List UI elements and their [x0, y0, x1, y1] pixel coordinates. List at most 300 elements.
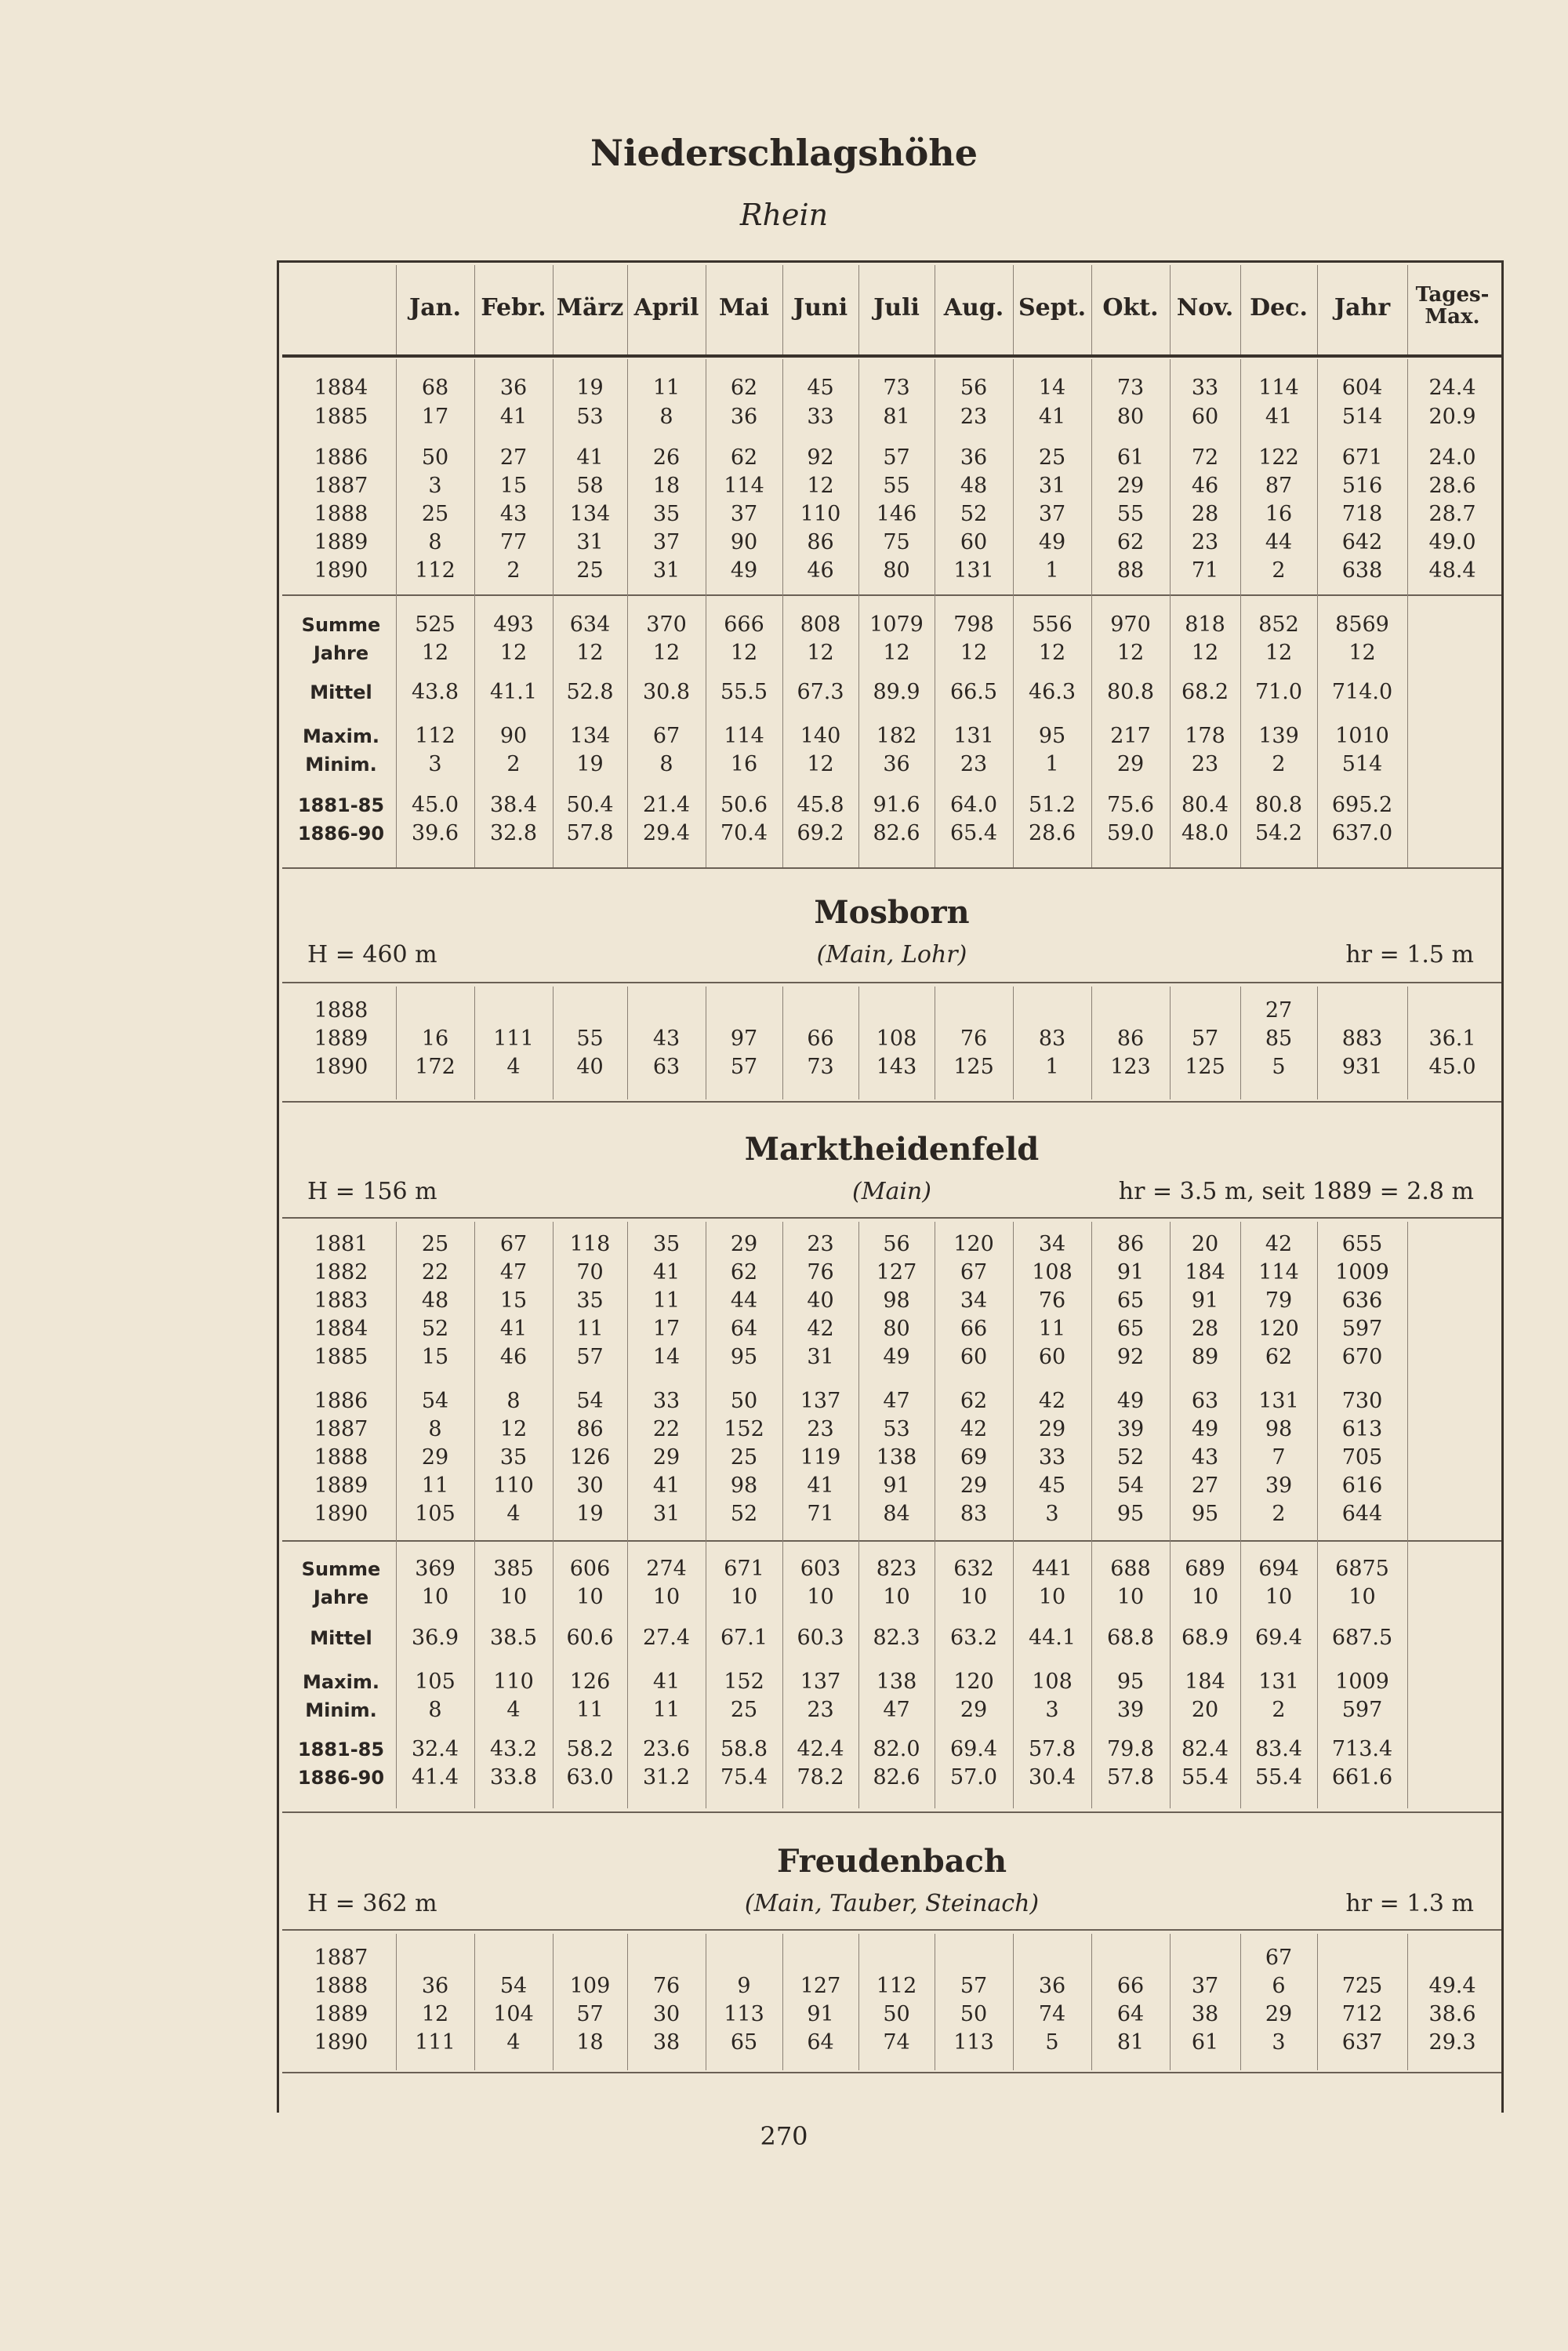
table-cell: 370 [646, 612, 687, 637]
column-divider [1407, 1222, 1408, 1808]
table-cell: 597 [1341, 1698, 1383, 1722]
table-cell: 33 [1191, 376, 1219, 400]
table-cell: 138 [876, 1445, 917, 1470]
table-cell: 82.6 [873, 821, 920, 845]
table-cell: 718 [1341, 502, 1383, 526]
table-cell: 57.8 [1028, 1737, 1076, 1761]
table-cell: 66 [807, 1027, 834, 1051]
table-cell: 638 [1341, 558, 1383, 583]
table-cell: 49 [1191, 1417, 1219, 1441]
table-cell: 56 [883, 1232, 910, 1256]
table-cell: 21.4 [642, 793, 691, 817]
table-cell: 49 [730, 558, 758, 583]
year-label: 1889 [314, 2002, 368, 2026]
table-cell: 91 [1191, 1288, 1219, 1313]
stat-label: Summe [301, 614, 381, 636]
table-cell: 597 [1341, 1317, 1383, 1341]
table-cell: 91 [807, 2002, 834, 2026]
stat-label: 1886-90 [297, 1767, 385, 1789]
table-cell: 1009 [1335, 1260, 1389, 1285]
table-cell: 125 [953, 1055, 994, 1079]
table-cell: 28 [1191, 502, 1219, 526]
table-cell: 48.4 [1428, 558, 1476, 583]
table-cell: 62 [960, 1389, 988, 1413]
table-cell: 127 [800, 1974, 841, 1998]
table-cell: 613 [1341, 1417, 1383, 1441]
table-cell: 441 [1032, 1557, 1073, 1581]
table-cell: 68.9 [1181, 1626, 1229, 1650]
table-cell: 54 [1116, 1473, 1145, 1498]
column-header: Juni [793, 294, 848, 322]
table-cell: 10 [807, 1585, 834, 1609]
table-cell: 41 [1265, 405, 1293, 429]
station-river: (Main, Lohr) [816, 941, 967, 968]
table-cell: 47 [883, 1389, 910, 1413]
table-cell: 67.3 [797, 680, 844, 704]
table-cell: 28.6 [1028, 821, 1076, 845]
table-cell: 28.6 [1428, 474, 1476, 498]
column-divider [858, 987, 859, 1099]
table-cell: 95 [1038, 724, 1066, 748]
table-cell: 119 [800, 1445, 841, 1470]
column-header: Febr. [481, 294, 546, 322]
table-cell: 20.9 [1428, 405, 1476, 429]
table-cell: 127 [876, 1260, 917, 1285]
table-cell: 80 [883, 558, 910, 583]
table-cell: 63 [652, 1055, 681, 1079]
table-cell: 52 [421, 1317, 449, 1341]
table-cell: 10 [1191, 1585, 1219, 1609]
column-divider [1170, 359, 1171, 867]
table-cell: 126 [569, 1445, 611, 1470]
station-name: Freudenbach [776, 1843, 1007, 1880]
stat-label: Minim. [305, 754, 377, 776]
table-cell: 152 [724, 1417, 764, 1441]
station-elevation: H = 362 m [307, 1890, 437, 1917]
rule-line [282, 2072, 1501, 2073]
table-cell: 41 [576, 445, 604, 470]
table-cell: 73 [883, 376, 910, 400]
table-cell: 24.4 [1428, 376, 1476, 400]
column-divider [1091, 987, 1092, 1099]
table-cell: 114 [1258, 376, 1299, 400]
table-cell: 14 [652, 1345, 681, 1369]
table-cell: 52 [1116, 1445, 1145, 1470]
table-cell: 644 [1341, 1502, 1383, 1526]
table-cell: 33.8 [489, 1765, 538, 1790]
table-cell: 798 [953, 612, 994, 637]
table-cell: 30 [652, 2002, 681, 2026]
table-cell: 689 [1185, 1557, 1225, 1581]
table-cell: 1 [1045, 1055, 1059, 1079]
table-cell: 114 [724, 474, 764, 498]
table-cell: 2 [1272, 558, 1286, 583]
column-divider [1091, 1934, 1092, 2070]
table-cell: 131 [1258, 1389, 1299, 1413]
table-cell: 81 [883, 405, 910, 429]
year-label: 1890 [314, 1502, 368, 1526]
column-divider [1407, 359, 1408, 867]
year-label: 1889 [314, 530, 368, 554]
table-cell: 55.5 [720, 680, 768, 704]
table-cell: 66 [960, 1317, 988, 1341]
table-cell: 38.4 [489, 793, 538, 817]
table-cell: 131 [953, 558, 994, 583]
table-cell: 57 [730, 1055, 758, 1079]
table-cell: 5 [1272, 1055, 1286, 1079]
table-cell: 525 [415, 612, 456, 637]
table-cell: 4 [506, 1698, 521, 1722]
table-cell: 1009 [1335, 1670, 1389, 1694]
column-divider [474, 1222, 475, 1808]
table-cell: 29 [1116, 474, 1145, 498]
table-cell: 131 [1258, 1670, 1299, 1694]
table-cell: 44.1 [1028, 1626, 1076, 1650]
table-cell: 23.6 [642, 1737, 691, 1761]
table-cell: 42 [1038, 1389, 1066, 1413]
year-label: 1888 [314, 1445, 368, 1470]
table-cell: 71.0 [1254, 680, 1303, 704]
stat-label: Jahre [313, 1586, 369, 1608]
column-divider [858, 1222, 859, 1808]
table-cell: 80.8 [1106, 680, 1155, 704]
table-cell: 61 [1116, 445, 1145, 470]
table-cell: 274 [646, 1557, 687, 1581]
table-cell: 31.2 [642, 1765, 691, 1790]
table-cell: 70 [576, 1260, 604, 1285]
table-cell: 32.4 [411, 1737, 459, 1761]
table-cell: 31 [807, 1345, 834, 1369]
table-cell: 97 [730, 1027, 758, 1051]
table-cell: 42.4 [797, 1737, 844, 1761]
table-cell: 77 [499, 530, 528, 554]
table-cell: 45.0 [1428, 1055, 1476, 1079]
table-cell: 6 [1272, 1974, 1286, 1998]
table-cell: 35 [499, 1445, 528, 1470]
page-number: 270 [760, 2121, 808, 2151]
table-cell: 50 [960, 2002, 988, 2026]
column-divider [1170, 987, 1171, 1099]
year-label: 1883 [314, 1288, 368, 1313]
table-cell: 11 [421, 1473, 449, 1498]
table-cell: 82.3 [873, 1626, 920, 1650]
table-cell: 41 [1038, 405, 1066, 429]
table-cell: 49.4 [1428, 1974, 1476, 1998]
table-cell: 73 [1116, 376, 1145, 400]
table-cell: 49.0 [1428, 530, 1476, 554]
rule-line [282, 1929, 1501, 1931]
table-cell: 63.0 [566, 1765, 614, 1790]
column-header: März [556, 294, 624, 322]
year-label: 1888 [314, 1974, 368, 1998]
table-cell: 71 [807, 1502, 834, 1526]
table-cell: 64.0 [949, 793, 998, 817]
table-cell: 12 [807, 752, 834, 776]
table-cell: 38.5 [489, 1626, 538, 1650]
table-cell: 12 [1116, 641, 1145, 665]
table-cell: 111 [415, 2030, 456, 2055]
column-divider [858, 359, 859, 867]
column-divider [782, 359, 783, 867]
table-cell: 27 [499, 445, 528, 470]
table-cell: 27 [1265, 998, 1293, 1023]
column-divider [474, 987, 475, 1099]
year-label: 1884 [314, 376, 368, 400]
table-cell: 110 [493, 1670, 534, 1694]
table-cell: 3 [1272, 2030, 1286, 2055]
table-cell: 714.0 [1331, 680, 1393, 704]
table-cell: 80.8 [1254, 793, 1303, 817]
table-cell: 51.2 [1028, 793, 1076, 817]
column-header: April [633, 294, 699, 322]
table-cell: 36.9 [411, 1626, 459, 1650]
table-cell: 60.3 [797, 1626, 844, 1650]
table-cell: 88 [1116, 558, 1145, 583]
table-cell: 55 [883, 474, 910, 498]
column-divider [553, 1222, 554, 1808]
table-cell: 140 [800, 724, 841, 748]
column-divider [1407, 1934, 1408, 2070]
table-cell: 12 [421, 641, 449, 665]
table-cell: 61 [1191, 2030, 1219, 2055]
column-divider [553, 1934, 554, 2070]
table-cell: 75.4 [720, 1765, 768, 1790]
column-divider [474, 359, 475, 867]
table-cell: 62 [1265, 1345, 1293, 1369]
table-cell: 8 [428, 530, 442, 554]
table-cell: 44 [1265, 530, 1293, 554]
table-cell: 8 [659, 752, 673, 776]
table-cell: 44 [730, 1288, 758, 1313]
year-label: 1890 [314, 1055, 368, 1079]
table-cell: 57.8 [566, 821, 614, 845]
table-cell: 114 [724, 724, 764, 748]
stat-label: Summe [301, 1558, 381, 1580]
table-cell: 35 [576, 1288, 604, 1313]
column-divider [1407, 987, 1408, 1099]
column-divider [1240, 1934, 1241, 2070]
table-cell: 19 [576, 1502, 604, 1526]
table-cell: 111 [493, 1027, 534, 1051]
table-cell: 12 [652, 641, 681, 665]
table-cell: 108 [1032, 1260, 1073, 1285]
table-cell: 39.6 [411, 821, 459, 845]
year-label: 1889 [314, 1027, 368, 1051]
table-cell: 606 [569, 1557, 611, 1581]
table-cell: 108 [876, 1027, 917, 1051]
table-cell: 661.6 [1331, 1765, 1393, 1790]
table-cell: 8 [659, 405, 673, 429]
table-cell: 27 [1191, 1473, 1219, 1498]
table-cell: 730 [1341, 1389, 1383, 1413]
table-cell: 616 [1341, 1473, 1383, 1498]
rule-line [282, 594, 1501, 596]
table-cell: 712 [1341, 2002, 1383, 2026]
stat-label: Mittel [310, 681, 372, 703]
table-cell: 41 [807, 1473, 834, 1498]
stat-label: Maxim. [303, 725, 379, 747]
table-cell: 493 [493, 612, 534, 637]
column-divider [1240, 1222, 1241, 1808]
table-cell: 54 [499, 1974, 528, 1998]
column-divider [627, 1934, 628, 2070]
table-cell: 43 [499, 502, 528, 526]
table-cell: 2 [1272, 1698, 1286, 1722]
table-cell: 36 [730, 405, 758, 429]
table-cell: 29 [1265, 2002, 1293, 2026]
table-cell: 68.8 [1106, 1626, 1155, 1650]
table-cell: 10 [499, 1585, 528, 1609]
table-cell: 41 [499, 1317, 528, 1341]
table-cell: 82.4 [1181, 1737, 1229, 1761]
table-cell: 2 [1272, 1502, 1286, 1526]
table-cell: 41 [652, 1260, 681, 1285]
table-cell: 29 [960, 1698, 988, 1722]
table-cell: 95 [1116, 1670, 1145, 1694]
table-cell: 1010 [1335, 724, 1389, 748]
table-cell: 98 [883, 1288, 910, 1313]
table-cell: 113 [953, 2030, 994, 2055]
table-cell: 34 [1038, 1232, 1066, 1256]
table-cell: 12 [499, 641, 528, 665]
table-cell: 112 [876, 1974, 917, 1998]
table-cell: 118 [569, 1232, 611, 1256]
table-cell: 36 [499, 376, 528, 400]
station-elevation: H = 156 m [307, 1178, 437, 1205]
table-cell: 65 [1116, 1317, 1145, 1341]
table-cell: 50 [421, 445, 449, 470]
table-cell: 58 [576, 474, 604, 498]
column-divider [396, 1222, 397, 1808]
table-cell: 38 [1191, 2002, 1219, 2026]
table-cell: 670 [1341, 1345, 1383, 1369]
table-cell: 20 [1191, 1698, 1219, 1722]
table-cell: 30 [576, 1473, 604, 1498]
table-cell: 15 [499, 1288, 528, 1313]
table-cell: 54 [421, 1389, 449, 1413]
table-cell: 57 [576, 2002, 604, 2026]
table-cell: 39 [1116, 1698, 1145, 1722]
rule-line [282, 1217, 1501, 1219]
table-cell: 36 [1038, 1974, 1066, 1998]
table-cell: 28 [1191, 1317, 1219, 1341]
table-cell: 69.4 [949, 1737, 998, 1761]
stat-label: Mittel [310, 1627, 372, 1649]
year-label: 1886 [314, 445, 368, 470]
table-cell: 182 [876, 724, 917, 748]
table-cell: 75.6 [1106, 793, 1155, 817]
table-cell: 105 [415, 1670, 456, 1694]
column-divider [1317, 1934, 1318, 2070]
table-cell: 114 [1258, 1260, 1299, 1285]
table-cell: 65.4 [949, 821, 998, 845]
table-cell: 852 [1258, 612, 1299, 637]
table-cell: 29 [1116, 752, 1145, 776]
table-cell: 8569 [1335, 612, 1389, 637]
table-cell: 29 [652, 1445, 681, 1470]
table-cell: 83 [960, 1502, 988, 1526]
year-label: 1888 [314, 502, 368, 526]
table-cell: 69.2 [797, 821, 844, 845]
page-subtitle: Rhein [739, 198, 829, 232]
table-cell: 2 [506, 558, 521, 583]
table-cell: 91 [883, 1473, 910, 1498]
table-cell: 91 [1116, 1260, 1145, 1285]
table-cell: 143 [876, 1055, 917, 1079]
table-cell: 11 [576, 1698, 604, 1722]
table-cell: 52 [960, 502, 988, 526]
table-cell: 10 [730, 1585, 758, 1609]
table-cell: 53 [576, 405, 604, 429]
table-cell: 139 [1258, 724, 1299, 748]
table-cell: 90 [730, 530, 758, 554]
table-cell: 8 [428, 1417, 442, 1441]
table-cell: 637.0 [1331, 821, 1393, 845]
table-cell: 1079 [869, 612, 924, 637]
table-cell: 47 [883, 1698, 910, 1722]
table-cell: 11 [652, 1698, 681, 1722]
table-cell: 120 [1258, 1317, 1299, 1341]
table-cell: 43.8 [411, 680, 459, 704]
table-cell: 2 [506, 752, 521, 776]
column-divider [1170, 1934, 1171, 2070]
table-cell: 19 [576, 376, 604, 400]
table-cell: 12 [421, 2002, 449, 2026]
table-cell: 49 [1116, 1389, 1145, 1413]
column-divider [1317, 359, 1318, 867]
table-cell: 41 [499, 405, 528, 429]
table-cell: 41.4 [411, 1765, 459, 1790]
table-cell: 36 [421, 1974, 449, 1998]
table-cell: 23 [1191, 752, 1219, 776]
table-cell: 556 [1032, 612, 1073, 637]
table-cell: 514 [1341, 405, 1383, 429]
table-cell: 22 [421, 1260, 449, 1285]
table-cell: 40 [576, 1055, 604, 1079]
table-cell: 72 [1191, 445, 1219, 470]
station-river: (Main, Tauber, Steinach) [744, 1890, 1040, 1917]
table-cell: 671 [724, 1557, 764, 1581]
table-cell: 92 [1116, 1345, 1145, 1369]
table-cell: 10 [1038, 1585, 1066, 1609]
table-cell: 86 [1116, 1232, 1145, 1256]
table-cell: 64 [807, 2030, 834, 2055]
table-cell: 29.3 [1428, 2030, 1476, 2055]
table-cell: 29 [1038, 1417, 1066, 1441]
column-divider [396, 359, 397, 867]
table-cell: 137 [800, 1389, 841, 1413]
table-cell: 8 [428, 1698, 442, 1722]
column-divider [1013, 987, 1014, 1099]
table-cell: 36 [960, 445, 988, 470]
table-cell: 95 [1191, 1502, 1219, 1526]
table-cell: 64 [1116, 2002, 1145, 2026]
table-cell: 31 [652, 558, 681, 583]
table-cell: 58.8 [720, 1737, 768, 1761]
stat-label: Jahre [313, 642, 369, 664]
table-cell: 46 [499, 1345, 528, 1369]
table-cell: 694 [1258, 1557, 1299, 1581]
table-cell: 43 [1191, 1445, 1219, 1470]
table-cell: 23 [960, 752, 988, 776]
table-cell: 37 [652, 530, 681, 554]
table-cell: 87 [1265, 474, 1293, 498]
table-cell: 655 [1341, 1232, 1383, 1256]
table-cell: 35 [652, 502, 681, 526]
table-cell: 818 [1185, 612, 1225, 637]
table-cell: 47 [499, 1260, 528, 1285]
table-cell: 10 [576, 1585, 604, 1609]
